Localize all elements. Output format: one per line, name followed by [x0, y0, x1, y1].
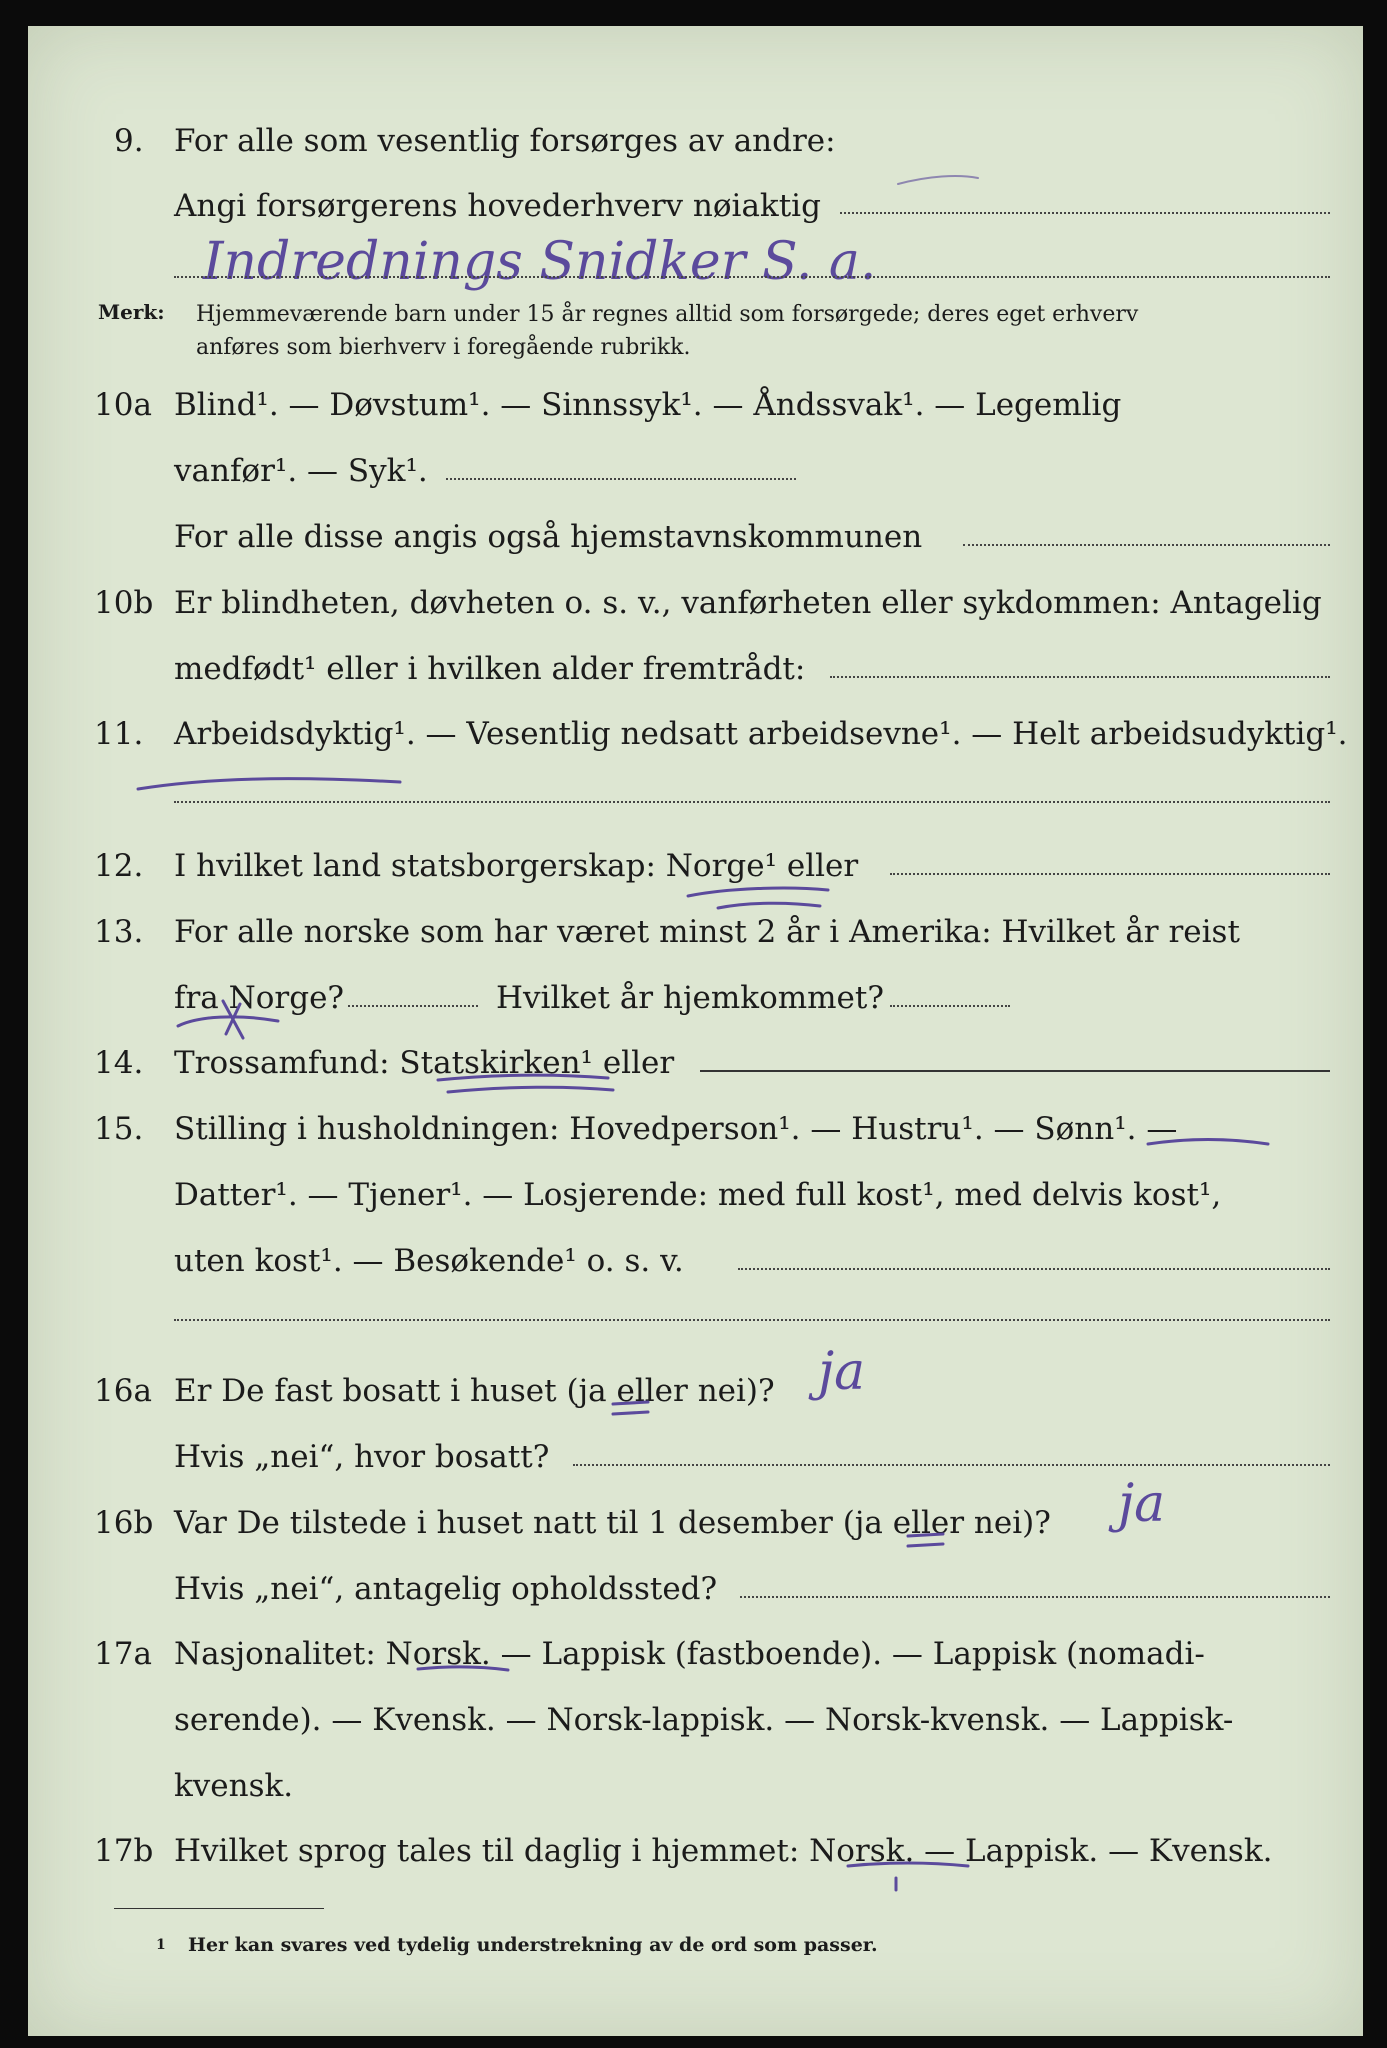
q16a-number: 16a	[94, 1373, 152, 1409]
q17a-line2: serende). — Kvensk. — Norsk-lappisk. — Norsk-kvensk. — Lappisk-	[174, 1702, 1234, 1738]
pencil-flourish-q9	[898, 176, 978, 184]
q13-line2a: fra Norge?	[174, 980, 345, 1016]
q12-line1: I hvilket land statsborgerskap: Norge¹ eller	[174, 848, 859, 884]
mark-fra-norge-cross	[223, 1001, 243, 1038]
census-form-sheet	[28, 26, 1363, 2036]
q12-number: 12.	[94, 848, 144, 884]
q16a-line1: Er De fast bosatt i huset (ja eller nei)?	[174, 1373, 775, 1409]
q13-line1: For alle norske som har været minst 2 år i Amerika: Hvilket år reist	[174, 914, 1240, 950]
q16a-handwritten-answer: ja	[818, 1342, 866, 1402]
q16b-line2: Hvis „nei“, antagelig opholdssted?	[174, 1571, 718, 1607]
q11-line1: Arbeidsdyktig¹. — Vesentlig nedsatt arbeidsevne¹. — Helt arbeidsudyktig¹.	[174, 716, 1348, 752]
q15-line1: Stilling i husholdningen: Hovedperson¹. — Hustru¹. — Sønn¹. —	[174, 1111, 1178, 1147]
q9-line2: Angi forsørgerens hovederhverv nøiaktig	[174, 188, 821, 224]
footnote-mark: 1	[156, 1937, 166, 1953]
footnote-text: Her kan svares ved tydelig understrekning av de ord som passer.	[188, 1934, 878, 1956]
q14-line1: Trossamfund: Statskirken¹ eller	[174, 1045, 675, 1081]
underline-norsk-17a	[418, 1667, 508, 1670]
merk-line2: anføres som bierhverv i foregående rubrikk.	[196, 335, 691, 360]
q17b-number: 17b	[94, 1833, 154, 1869]
q16b-number: 16b	[94, 1505, 154, 1541]
q17a-line1: Nasjonalitet: Norsk. — Lappisk (fastboende). — Lappisk (nomadi-	[174, 1636, 1205, 1672]
underline-norge-1	[688, 888, 828, 896]
q17a-number: 17a	[94, 1636, 152, 1672]
q10a-line1: Blind¹. — Døvstum¹. — Sinnssyk¹. — Åndssvak¹. — Legemlig	[174, 387, 1122, 423]
underline-statskirken-2	[448, 1087, 613, 1092]
q13-number: 13.	[94, 914, 144, 950]
q15-line2: Datter¹. — Tjener¹. — Losjerende: med full kost¹, med delvis kost¹,	[174, 1177, 1222, 1213]
q10b-line1: Er blindheten, døvheten o. s. v., vanførheten eller sykdommen: Antagelig	[174, 585, 1322, 621]
q10a-number: 10a	[94, 387, 152, 423]
q10b-number: 10b	[94, 585, 154, 621]
q10a-line3: For alle disse angis også hjemstavnskommunen	[174, 519, 923, 555]
q16b-line1: Var De tilstede i huset natt til 1 desember (ja eller nei)?	[174, 1505, 1051, 1541]
merk-label: Merk:	[98, 300, 165, 324]
handwritten-underline-marks	[28, 26, 1363, 2036]
underline-norge-2	[718, 903, 820, 908]
q17b-line1: Hvilket sprog tales til daglig i hjemmet: Norsk. — Lappisk. — Kvensk.	[174, 1833, 1273, 1869]
q16b-handwritten-answer: ja	[1118, 1474, 1166, 1534]
mark-fra-norge	[178, 1017, 278, 1026]
underline-statskirken-1	[438, 1075, 608, 1080]
q17a-line3: kvensk.	[174, 1768, 294, 1804]
underline-arbeidsdyktig	[138, 779, 400, 789]
q14-number: 14.	[94, 1045, 144, 1081]
underline-ja-16b	[908, 1534, 943, 1546]
merk-line1: Hjemmeværende barn under 15 år regnes alltid som forsørgede; deres eget erhverv	[196, 302, 1139, 327]
q9-line1: For alle som vesentlig forsørges av andre:	[174, 123, 836, 159]
q15-line3: uten kost¹. — Besøkende¹ o. s. v.	[174, 1243, 684, 1279]
q15-number: 15.	[94, 1111, 144, 1147]
q10a-line2: vanfør¹. — Syk¹.	[174, 453, 428, 489]
q10b-line2: medfødt¹ eller i hvilken alder fremtrådt:	[174, 651, 806, 687]
q9-number: 9.	[114, 123, 144, 159]
q11-number: 11.	[94, 716, 144, 752]
q16a-line2: Hvis „nei“, hvor bosatt?	[174, 1439, 550, 1475]
underline-norsk-17b	[848, 1863, 968, 1866]
q9-handwritten-answer: Indrednings Snidker S. a.	[203, 232, 877, 292]
underline-sonn	[1148, 1140, 1268, 1145]
underline-ja-16a	[613, 1402, 648, 1414]
q13-line2b: Hvilket år hjemkommet?	[496, 980, 884, 1016]
